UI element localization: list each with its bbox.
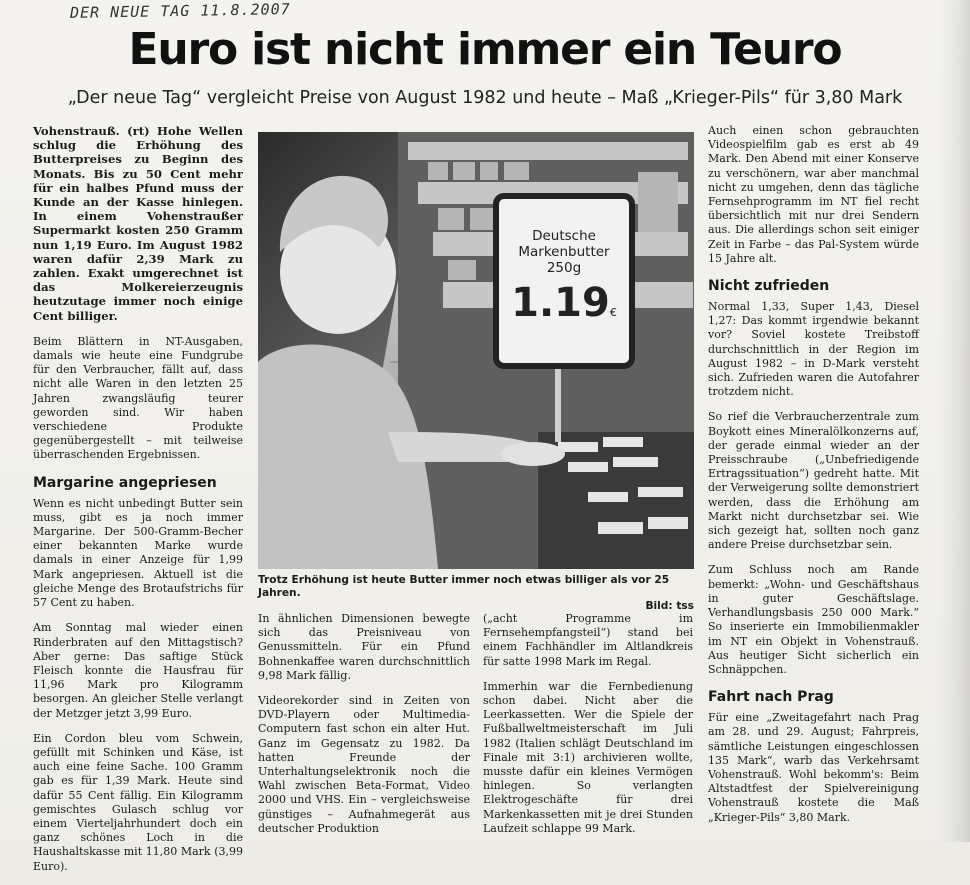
paragraph: So rief die Verbraucherzentrale zum Boykott eines Mineralölkonzerns auf, der gerade einmal wieder an der Preisschraube („Unbefriedigende Ertragssituation“) gedreht hatte. Mit der Verweigerung sollte demonstriert werden, dass die Erhöhung am Markt nicht durchsetzbar sei. Wie sich gezeigt hat, sollten noch ganz andere Preise durchsetzbar sein.: [708, 410, 919, 552]
paragraph: („acht Programme im Fernsehempfangsteil“) stand bei einem Fachhändler im Altlandkreis für satte 1998 Mark im Regal.: [483, 612, 693, 668]
paragraph: Wenn es nicht unbedingt Butter sein muss, gibt es ja noch immer Margarine. Der 500-Gramm-Becher einer bekannten Marke wurde damals in einer Anzeige für 1,99 Mark angepriesen. Aktuell ist die gleiche Menge des Brotaufstrichs für 57 Cent zu haben.: [33, 496, 243, 610]
supermarket-photo-illustration: [258, 132, 694, 569]
paragraph: Auch einen schon gebrauchten Videospielfilm gab es erst ab 49 Mark. Den Abend mit einer Konserve zu verschönern, war aber manchmal nicht zu umgehen, denn das tägliche Fernsehprogramm im NT fiel recht übersichtlich mit nur drei Sendern aus. Die allerdings schon seit einiger Zeit in Farbe – das Pal-System würde 15 Jahre alt.: [708, 124, 919, 265]
paragraph: Zum Schluss noch am Rande bemerkt: „Wohn- und Geschäftshaus in guter Geschäftslage. Verhandlungsbasis 250 000 Mark.“ So inserierte ein Immobilienmakler im NT ein Objekt in Vohenstrauß. Aus heutiger Sicht sicherlich ein Schnäppchen.: [708, 563, 919, 676]
paragraph: In ähnlichen Dimensionen bewegte sich das Preisniveau von Genussmitteln. Für ein Pfund Bohnenkaffee waren durchschnittlich 9,98 Mark fällig.: [258, 612, 470, 682]
photo-credit: Bild: tss: [645, 600, 694, 612]
lede-paragraph: Vohenstrauß. (rt) Hohe Wellen schlug die Erhöhung des Butterpreises zu Beginn des Monats. Bis zu 50 Cent mehr für ein halbes Pfund muss der Kunde an der Kasse hinlegen. In einem Vohenstraußer Supermarkt kosten 250 Gramm nun 1,19 Euro. Im August 1982 waren dafür 2,39 Mark zu zahlen. Exakt umgerechnet ist das Molkereierzeugnis heutzutage immer noch einige Cent billiger.: [33, 124, 243, 323]
paragraph: Beim Blättern in NT-Ausgaben, damals wie heute eine Fundgrube für den Verbraucher, fällt auf, dass nicht alle Waren in den letzten 25 Jahren zwangsläufig teurer geworden sind. Wir haben verschiedene Produkte gegenübergestellt – mit teilweise überraschenden Ergebnissen.: [33, 334, 243, 462]
article-photo: [258, 132, 694, 569]
headline: Euro ist nicht immer ein Teuro: [128, 24, 842, 75]
article-column-1: [33, 124, 243, 885]
paragraph: Immerhin war die Fernbedienung schon dabei. Nicht aber die Leerkassetten. Wer die Spiele der Fußballweltmeisterschaft im Juli 1982 (Italien schlägt Deutschland im Finale mit 3:1) archivieren wollte, musste dafür ein kleines Vermögen hinlegen. So verlangten Elektrogeschäfte für drei Markenkassetten mit je drei Stunden Laufzeit schlappe 99 Mark.: [483, 679, 693, 835]
subheadline: „Der neue Tag“ vergleicht Preise von August 1982 und heute – Maß „Krieger-Pils“ für 3,80 Mark: [67, 88, 903, 108]
article-column-3: [483, 612, 693, 847]
caption-text: Trotz Erhöhung ist heute Butter immer noch etwas billiger als vor 25 Jahren.: [258, 574, 670, 599]
paragraph: Normal 1,33, Super 1,43, Diesel 1,27: Das kommt irgendwie bekannt vor? Soviel kostete Treibstoff durchschnittlich in der Region im August 1982 – in D-Mark versteht sich. Zufrieden waren die Autofahrer trotzdem nicht.: [708, 300, 919, 399]
handwritten-note: DER NEUE TAG 11.8.2007: [69, 0, 291, 22]
article-column-2: [258, 612, 470, 847]
price-sign: [502, 202, 626, 326]
price-sign-line-3: 250g: [546, 260, 582, 276]
article-column-4: [708, 124, 919, 836]
paragraph: Ein Cordon bleu vom Schwein, gefüllt mit Schinken und Käse, ist auch eine feine Sache. 100 Gramm gab es für 1,39 Mark. Heute sind dafür 55 Cent fällig. Ein Kilogramm gemischtes Gulasch schlug vor einem Vierteljahrhundert doch ein ganz schönes Loch in die Haushaltskasse mit 11,80 Mark (3,99 Euro).: [33, 731, 243, 873]
price-sign-currency: €: [609, 306, 617, 319]
paragraph: Am Sonntag mal wieder einen Rinderbraten auf den Mittagstisch? Aber gerne: Das saftige Stück Fleisch konnte die Hausfrau für 11,96 Mark pro Kilogramm besorgen. An gleicher Stelle verlangt der Metzger jetzt 3,99 Euro.: [33, 621, 243, 720]
photo-caption: [258, 574, 694, 613]
page-edge-shadow: [940, 0, 970, 842]
price-sign-line-1: Deutsche: [532, 228, 596, 244]
paragraph: Videorekorder sind in Zeiten von DVD-Playern oder Multimedia-Computern fast schon ein alter Hut. Ganz im Gegensatz zu 1982. Da hatten Freunde der Unterhaltungselektronik noch die Wahl zwischen Beta-Format, Video 2000 und VHS. Ein – vergleichsweise günstiges – Aufnahmegerät aus deutscher Produktion: [258, 694, 470, 835]
price-sign-line-2: Markenbutter: [518, 244, 610, 260]
price-sign-price: 1.19: [511, 280, 610, 326]
paragraph: Für eine „Zweitagefahrt nach Prag am 28. und 29. August; Fahrpreis, sämtliche Leistungen eingeschlossen 135 Mark“, warb das Verkehrsamt Vohenstrauß. Wohl bekomm's: Beim Altstadtfest der Spielvereinigung Vohenstrauß kostete die Maß „Krieger-Pils“ 3,80 Mark.: [708, 711, 919, 824]
section-heading-nicht-zufrieden: Nicht zufrieden: [708, 278, 830, 295]
section-heading-fahrt-nach-prag: Fahrt nach Prag: [708, 689, 834, 706]
section-heading-margarine: Margarine angepriesen: [33, 474, 217, 491]
